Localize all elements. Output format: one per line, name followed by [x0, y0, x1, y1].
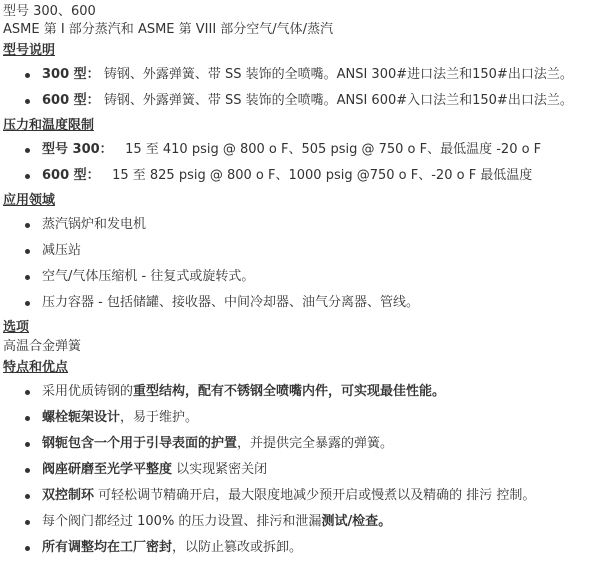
bullet-icon: [25, 546, 30, 551]
list-item: [3, 163, 604, 189]
item-emphasis: 双控制环: [42, 488, 95, 503]
item-emphasis: 配有不锈钢全喷嘴内件，可实现最佳性能。: [198, 384, 446, 399]
applications-list: [3, 212, 604, 316]
item-text: 铸钢、外露弹簧、带 SS 装饰的全喷嘴。ANSI 600#入口法兰和150#出口法兰。: [103, 93, 573, 108]
bullet-icon: [25, 494, 30, 499]
bullet-icon: [25, 468, 30, 473]
item-text: ，以防止篡改或拆卸。: [172, 540, 303, 555]
bullet-icon: [25, 174, 30, 179]
bullet-icon: [25, 223, 30, 228]
item-text: ，易于维护。: [120, 410, 199, 425]
list-item: [3, 535, 604, 561]
bullet-icon: [25, 416, 30, 421]
list-item: [3, 431, 604, 457]
options-text: 高温合金弹簧: [3, 339, 82, 354]
item-emphasis: ，: [185, 384, 199, 399]
item-text: 空气/气体压缩机 - 往复式或旋转式。: [42, 269, 255, 284]
list-item: [3, 137, 604, 163]
model-description-heading: 型号说明: [3, 43, 56, 58]
item-emphasis: 钢轭包含一个用于引导表面的护置: [42, 436, 238, 451]
features-heading: 特点和优点: [3, 360, 69, 375]
list-item: [3, 483, 604, 509]
list-item: [3, 238, 604, 264]
item-label: 600 型：: [42, 93, 100, 108]
item-emphasis: 阀座研磨至光学平整度: [42, 462, 173, 477]
item-text: 压力容器 - 包括储罐、接收器、中间冷却器、油气分离器、管线。: [42, 295, 419, 310]
item-text: 铸钢、外露弹簧、带 SS 装饰的全喷嘴。ANSI 300#进口法兰和150#出口法兰。: [103, 67, 573, 82]
list-item: [3, 212, 604, 238]
options-heading: 选项: [3, 320, 30, 335]
item-emphasis: 测试/检查: [321, 514, 379, 529]
list-item: [3, 509, 604, 535]
applications-heading: 应用领域: [3, 193, 56, 208]
bullet-icon: [25, 249, 30, 254]
intro-models: 型号 300、600: [3, 4, 96, 19]
item-emphasis: 重型结构: [133, 384, 186, 399]
bullet-icon: [25, 99, 30, 104]
item-text: 每个阀门都经过 100% 的压力设置、排污和泄漏: [42, 514, 322, 529]
bullet-icon: [25, 442, 30, 447]
bullet-icon: [25, 301, 30, 306]
list-item: [3, 62, 604, 88]
intro-standards: ASME 第 I 部分蒸汽和 ASME 第 VIII 部分空气/气体/蒸汽: [3, 22, 334, 37]
pressure-temperature-heading: 压力和温度限制: [3, 118, 95, 133]
item-label: 型号 300：: [42, 142, 113, 157]
model-list: [3, 62, 604, 114]
bullet-icon: [25, 148, 30, 153]
bullet-icon: [25, 390, 30, 395]
list-item: [3, 264, 604, 290]
item-emphasis: 螺栓轭架设计: [42, 410, 121, 425]
item-emphasis: 所有调整均在工厂密封: [42, 540, 173, 555]
item-text: ，并提供完全暴露的弹簧。: [237, 436, 394, 451]
item-text: 以实现紧密关闭: [176, 462, 268, 477]
list-item: [3, 457, 604, 483]
item-text: 蒸汽锅炉和发电机: [42, 217, 147, 232]
bullet-icon: [25, 520, 30, 525]
pressure-list: [3, 137, 604, 189]
item-emphasis: 。: [378, 514, 392, 529]
list-item: [3, 405, 604, 431]
item-text: 15 至 825 psig @ 800 o F、1000 psig @750 o F、-20 o F 最低温度: [112, 168, 533, 183]
features-list: [3, 379, 604, 561]
item-text: 15 至 410 psig @ 800 o F、505 psig @ 750 o F、最低温度 -20 o F: [125, 142, 542, 157]
list-item: [3, 379, 604, 405]
list-item: [3, 290, 604, 316]
item-text: 减压站: [42, 243, 82, 258]
item-text: 可轻松调节精确开启，最大限度地减少预开启或慢煮以及精确的 排污 控制。: [98, 488, 536, 503]
list-item: [3, 88, 604, 114]
bullet-icon: [25, 275, 30, 280]
item-label: 300 型：: [42, 67, 100, 82]
item-text: 采用优质铸钢的: [42, 384, 134, 399]
item-label: 600 型：: [42, 168, 100, 183]
bullet-icon: [25, 73, 30, 78]
